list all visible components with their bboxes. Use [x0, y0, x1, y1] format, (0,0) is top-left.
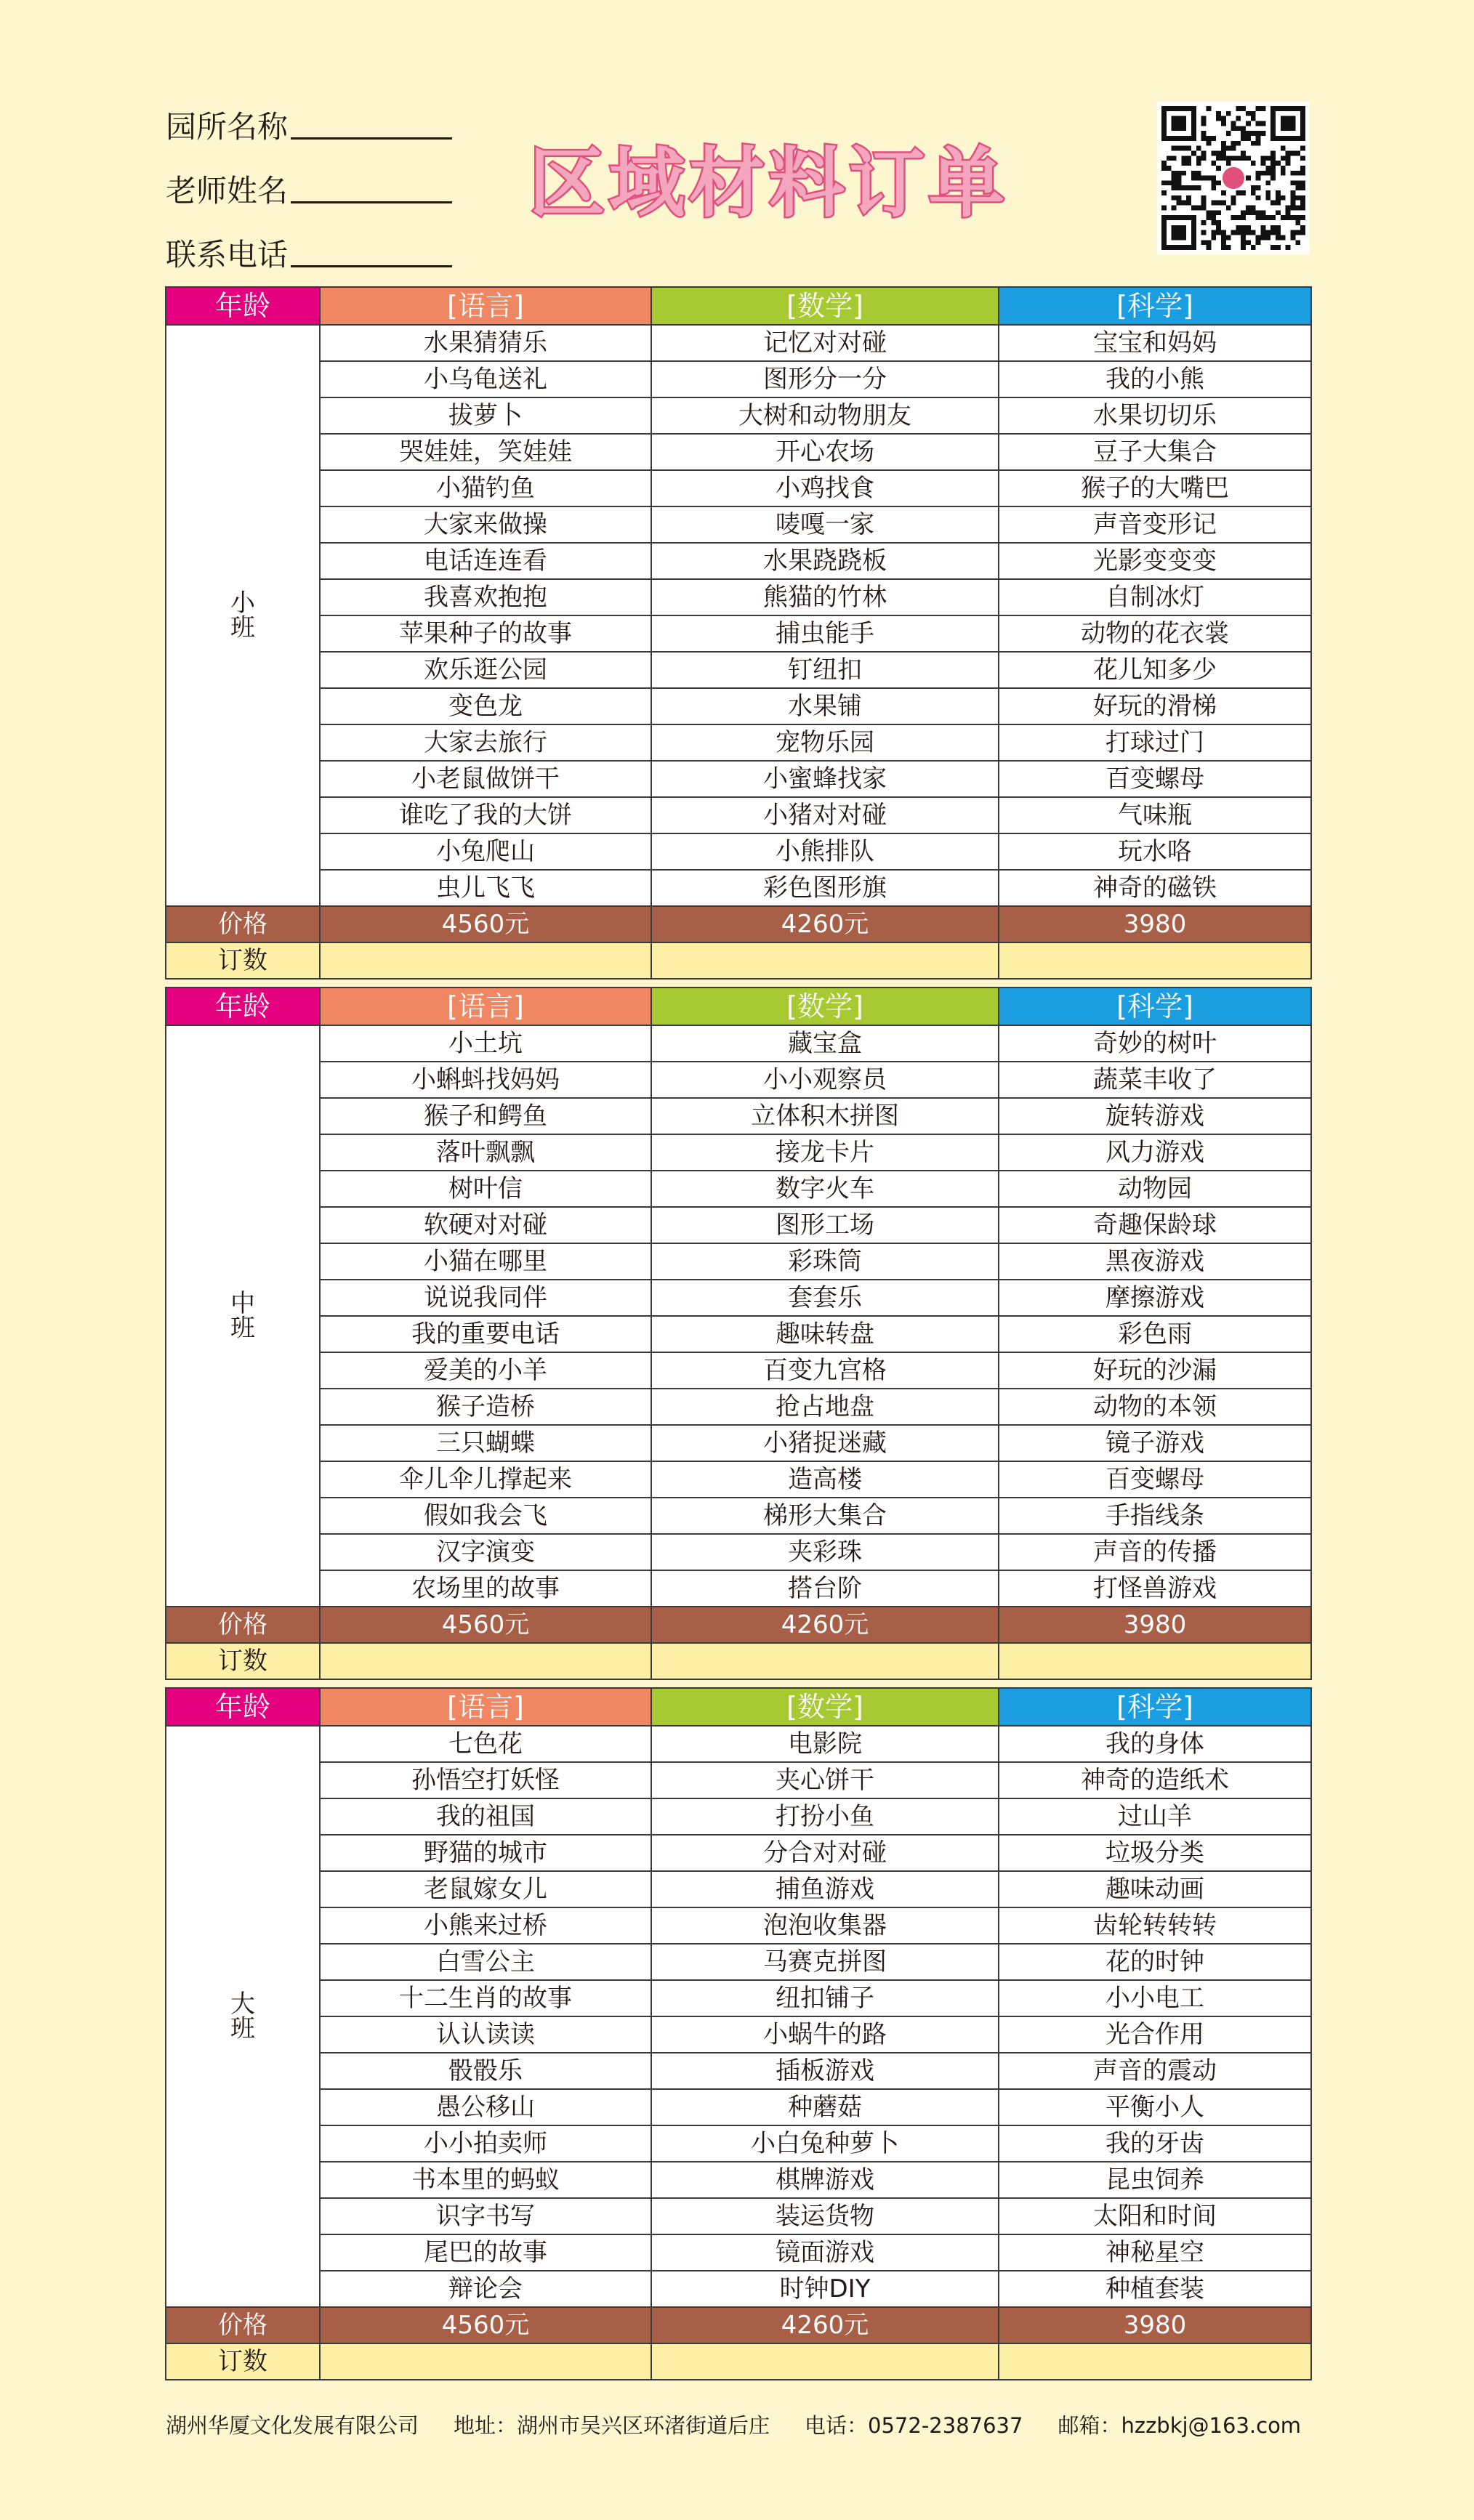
table-row — [166, 1134, 1311, 1171]
math-item: 捕鱼游戏 — [651, 1871, 999, 1907]
language-header: [语言] — [320, 1688, 651, 1726]
science-item: 光影变变变 — [999, 543, 1311, 579]
math-header: [数学] — [651, 1688, 999, 1726]
math-item: 小小观察员 — [651, 1062, 999, 1098]
page-title: 区域材料订单 — [529, 139, 1010, 227]
table-row — [166, 652, 1311, 688]
table-row — [166, 579, 1311, 615]
language-item: 落叶飘飘 — [320, 1134, 651, 1171]
table-row — [166, 1389, 1311, 1425]
math-item: 打扮小鱼 — [651, 1798, 999, 1835]
math-item: 小蜜蜂找家 — [651, 761, 999, 797]
language-item: 骰骰乐 — [320, 2053, 651, 2089]
price-label: 价格 — [166, 2307, 320, 2343]
table-row — [166, 361, 1311, 397]
language-order-input[interactable] — [320, 942, 651, 979]
header-row — [166, 1688, 1311, 1726]
table-row — [166, 1798, 1311, 1835]
language-price: 4560元 — [320, 2307, 651, 2343]
footer-email: 邮箱：hzzbkj@163.com — [1058, 2413, 1302, 2438]
section-large-class — [165, 1687, 1310, 2380]
order-table-large — [165, 1687, 1312, 2380]
table-row — [166, 688, 1311, 724]
table-row — [166, 2162, 1311, 2198]
math-item: 镜面游戏 — [651, 2234, 999, 2271]
teacher-name-line[interactable] — [291, 175, 452, 203]
science-item: 光合作用 — [999, 2016, 1311, 2053]
math-order-input[interactable] — [651, 942, 999, 979]
language-item: 软硬对对碰 — [320, 1207, 651, 1243]
science-item: 风力游戏 — [999, 1134, 1311, 1171]
math-header: [数学] — [651, 287, 999, 325]
price-row — [166, 1607, 1311, 1643]
math-item: 纽扣铺子 — [651, 1980, 999, 2016]
table-row — [166, 434, 1311, 470]
language-item: 三只蝴蝶 — [320, 1425, 651, 1461]
table-row — [166, 2271, 1311, 2307]
math-item: 百变九宫格 — [651, 1352, 999, 1389]
math-item: 接龙卡片 — [651, 1134, 999, 1171]
math-item: 数字火车 — [651, 1171, 999, 1207]
science-item: 我的小熊 — [999, 361, 1311, 397]
table-row — [166, 1570, 1311, 1607]
science-item: 神奇的造纸术 — [999, 1762, 1311, 1798]
table-row — [166, 1243, 1311, 1280]
math-item: 水果铺 — [651, 688, 999, 724]
language-item: 书本里的蚂蚁 — [320, 2162, 651, 2198]
math-item: 马赛克拼图 — [651, 1944, 999, 1980]
math-item: 造高楼 — [651, 1461, 999, 1498]
language-item: 伞儿伞儿撑起来 — [320, 1461, 651, 1498]
science-item: 奇妙的树叶 — [999, 1025, 1311, 1062]
science-item: 好玩的滑梯 — [999, 688, 1311, 724]
science-item: 旋转游戏 — [999, 1098, 1311, 1134]
science-item: 我的牙齿 — [999, 2125, 1311, 2162]
language-item: 小熊来过桥 — [320, 1907, 651, 1944]
language-item: 识字书写 — [320, 2198, 651, 2234]
qr-code-icon — [1157, 102, 1310, 254]
science-item: 百变螺母 — [999, 1461, 1311, 1498]
footer-phone: 电话：0572-2387637 — [805, 2413, 1023, 2438]
science-item: 趣味动画 — [999, 1871, 1311, 1907]
order-table-middle — [165, 987, 1312, 1680]
science-header: [科学] — [999, 287, 1311, 325]
kindergarten-name-line[interactable] — [291, 111, 452, 140]
math-item: 夹心饼干 — [651, 1762, 999, 1798]
language-price: 4560元 — [320, 1607, 651, 1643]
science-item: 神奇的磁铁 — [999, 870, 1311, 906]
science-item: 玩水咯 — [999, 833, 1311, 870]
math-item: 彩珠筒 — [651, 1243, 999, 1280]
math-item: 趣味转盘 — [651, 1316, 999, 1352]
science-item: 花的时钟 — [999, 1944, 1311, 1980]
language-item: 哭娃娃，笑娃娃 — [320, 434, 651, 470]
math-item: 开心农场 — [651, 434, 999, 470]
table-row — [166, 1980, 1311, 2016]
science-item: 黑夜游戏 — [999, 1243, 1311, 1280]
language-item: 假如我会飞 — [320, 1498, 651, 1534]
science-item: 过山羊 — [999, 1798, 1311, 1835]
class-name-char: 班 — [230, 2014, 255, 2043]
class-name-cell — [166, 1025, 320, 1607]
science-item: 好玩的沙漏 — [999, 1352, 1311, 1389]
language-item: 小兔爬山 — [320, 833, 651, 870]
math-item: 小蜗牛的路 — [651, 2016, 999, 2053]
table-row — [166, 1498, 1311, 1534]
language-item: 小猫在哪里 — [320, 1243, 651, 1280]
age-header: 年龄 — [166, 1688, 320, 1726]
language-item: 大家去旅行 — [320, 724, 651, 761]
science-order-input[interactable] — [999, 2343, 1311, 2380]
language-item: 拔萝卜 — [320, 397, 651, 434]
table-row — [166, 833, 1311, 870]
language-item: 说说我同伴 — [320, 1280, 651, 1316]
class-name-char: 中 — [230, 1289, 255, 1318]
age-header: 年龄 — [166, 287, 320, 325]
science-price: 3980 — [999, 906, 1311, 942]
price-label: 价格 — [166, 906, 320, 942]
math-item: 图形工场 — [651, 1207, 999, 1243]
language-item: 十二生肖的故事 — [320, 1980, 651, 2016]
science-item: 动物园 — [999, 1171, 1311, 1207]
order-label: 订数 — [166, 1643, 320, 1679]
science-item: 神秘星空 — [999, 2234, 1311, 2271]
language-item: 野猫的城市 — [320, 1835, 651, 1871]
language-item: 汉字演变 — [320, 1534, 651, 1570]
footer-address: 地址：湖州市吴兴区环渚街道后庄 — [454, 2413, 770, 2438]
language-item: 树叶信 — [320, 1171, 651, 1207]
science-item: 豆子大集合 — [999, 434, 1311, 470]
science-item: 动物的花衣裳 — [999, 615, 1311, 652]
table-row — [166, 1280, 1311, 1316]
math-item: 熊猫的竹林 — [651, 579, 999, 615]
table-row — [166, 761, 1311, 797]
table-row — [166, 2053, 1311, 2089]
teacher-name-label: 老师姓名 — [166, 173, 289, 209]
science-header: [科学] — [999, 1688, 1311, 1726]
contact-phone-field[interactable] — [166, 221, 452, 285]
math-item: 插板游戏 — [651, 2053, 999, 2089]
language-item: 尾巴的故事 — [320, 2234, 651, 2271]
science-item: 声音的传播 — [999, 1534, 1311, 1570]
science-item: 太阳和时间 — [999, 2198, 1311, 2234]
table-row — [166, 470, 1311, 506]
language-item: 爱美的小羊 — [320, 1352, 651, 1389]
age-header: 年龄 — [166, 988, 320, 1025]
math-price: 4260元 — [651, 2307, 999, 2343]
language-item: 水果猜猜乐 — [320, 325, 651, 361]
science-item: 平衡小人 — [999, 2089, 1311, 2125]
language-item: 小乌龟送礼 — [320, 361, 651, 397]
language-item: 辩论会 — [320, 2271, 651, 2307]
science-item: 镜子游戏 — [999, 1425, 1311, 1461]
class-name-cell — [166, 1726, 320, 2307]
table-row — [166, 1835, 1311, 1871]
table-row — [166, 797, 1311, 833]
math-item: 泡泡收集器 — [651, 1907, 999, 1944]
table-row — [166, 1762, 1311, 1798]
contact-phone-line[interactable] — [291, 239, 452, 267]
language-item: 小老鼠做饼干 — [320, 761, 651, 797]
kindergarten-name-label: 园所名称 — [166, 109, 289, 145]
science-item: 蔬菜丰收了 — [999, 1062, 1311, 1098]
section-middle-class — [165, 987, 1310, 1680]
language-item: 电话连连看 — [320, 543, 651, 579]
table-row — [166, 1907, 1311, 1944]
language-item: 欢乐逛公园 — [320, 652, 651, 688]
table-row — [166, 1871, 1311, 1907]
science-price: 3980 — [999, 1607, 1311, 1643]
science-item: 动物的本领 — [999, 1389, 1311, 1425]
science-item: 摩擦游戏 — [999, 1280, 1311, 1316]
order-row — [166, 942, 1311, 979]
science-order-input[interactable] — [999, 942, 1311, 979]
language-item: 猴子和鳄鱼 — [320, 1098, 651, 1134]
math-item: 彩色图形旗 — [651, 870, 999, 906]
class-name-char: 大 — [230, 1990, 255, 2019]
science-item: 手指线条 — [999, 1498, 1311, 1534]
table-row — [166, 1207, 1311, 1243]
science-item: 打球过门 — [999, 724, 1311, 761]
table-row — [166, 1461, 1311, 1498]
math-item: 记忆对对碰 — [651, 325, 999, 361]
table-row — [166, 1171, 1311, 1207]
science-item: 花儿知多少 — [999, 652, 1311, 688]
order-label: 订数 — [166, 2343, 320, 2380]
math-item: 夹彩珠 — [651, 1534, 999, 1570]
math-item: 棋牌游戏 — [651, 2162, 999, 2198]
language-item: 苹果种子的故事 — [320, 615, 651, 652]
math-item: 唛嘎一家 — [651, 506, 999, 543]
price-row — [166, 906, 1311, 942]
science-item: 声音变形记 — [999, 506, 1311, 543]
language-item: 白雪公主 — [320, 1944, 651, 1980]
math-item: 电影院 — [651, 1726, 999, 1762]
table-row — [166, 1025, 1311, 1062]
math-order-input[interactable] — [651, 2343, 999, 2380]
table-row — [166, 1316, 1311, 1352]
math-item: 套套乐 — [651, 1280, 999, 1316]
table-row — [166, 1352, 1311, 1389]
language-item: 孙悟空打妖怪 — [320, 1762, 651, 1798]
language-order-input[interactable] — [320, 2343, 651, 2380]
math-item: 小猪捉迷藏 — [651, 1425, 999, 1461]
language-item: 农场里的故事 — [320, 1570, 651, 1607]
science-item: 垃圾分类 — [999, 1835, 1311, 1871]
language-item: 七色花 — [320, 1726, 651, 1762]
table-row — [166, 2198, 1311, 2234]
order-label: 订数 — [166, 942, 320, 979]
language-item: 小小拍卖师 — [320, 2125, 651, 2162]
math-item: 藏宝盒 — [651, 1025, 999, 1062]
science-item: 水果切切乐 — [999, 397, 1311, 434]
language-item: 小猫钓鱼 — [320, 470, 651, 506]
math-item: 小熊排队 — [651, 833, 999, 870]
table-row — [166, 870, 1311, 906]
table-row — [166, 543, 1311, 579]
language-item: 我喜欢抱抱 — [320, 579, 651, 615]
section-small-class — [165, 286, 1310, 980]
order-row — [166, 1643, 1311, 1679]
science-item: 我的身体 — [999, 1726, 1311, 1762]
class-name-cell — [166, 325, 320, 906]
math-item: 时钟DIY — [651, 2271, 999, 2307]
math-item: 立体积木拼图 — [651, 1098, 999, 1134]
math-item: 图形分一分 — [651, 361, 999, 397]
footer — [166, 2410, 1311, 2439]
science-order-input[interactable] — [999, 1643, 1311, 1679]
science-item: 猴子的大嘴巴 — [999, 470, 1311, 506]
math-item: 抢占地盘 — [651, 1389, 999, 1425]
price-label: 价格 — [166, 1607, 320, 1643]
science-item: 齿轮转转转 — [999, 1907, 1311, 1944]
science-item: 百变螺母 — [999, 761, 1311, 797]
math-item: 小鸡找食 — [651, 470, 999, 506]
table-row — [166, 1534, 1311, 1570]
header-row — [166, 988, 1311, 1025]
header-row — [166, 287, 1311, 325]
language-item: 猴子造桥 — [320, 1389, 651, 1425]
language-item: 老鼠嫁女儿 — [320, 1871, 651, 1907]
language-item: 小土坑 — [320, 1025, 651, 1062]
contact-phone-label: 联系电话 — [166, 237, 289, 272]
table-row — [166, 2089, 1311, 2125]
table-row — [166, 2234, 1311, 2271]
math-item: 宠物乐园 — [651, 724, 999, 761]
order-row — [166, 2343, 1311, 2380]
science-item: 彩色雨 — [999, 1316, 1311, 1352]
math-item: 小白兔种萝卜 — [651, 2125, 999, 2162]
language-item: 变色龙 — [320, 688, 651, 724]
language-item: 大家来做操 — [320, 506, 651, 543]
table-row — [166, 1944, 1311, 1980]
math-header: [数学] — [651, 988, 999, 1025]
table-row — [166, 615, 1311, 652]
math-price: 4260元 — [651, 906, 999, 942]
science-item: 种植套装 — [999, 2271, 1311, 2307]
price-row — [166, 2307, 1311, 2343]
science-item: 宝宝和妈妈 — [999, 325, 1311, 361]
table-row — [166, 1425, 1311, 1461]
language-item: 谁吃了我的大饼 — [320, 797, 651, 833]
table-row — [166, 2125, 1311, 2162]
math-item: 捕虫能手 — [651, 615, 999, 652]
language-item: 我的重要电话 — [320, 1316, 651, 1352]
math-item: 大树和动物朋友 — [651, 397, 999, 434]
science-item: 小小电工 — [999, 1980, 1311, 2016]
math-item: 搭台阶 — [651, 1570, 999, 1607]
table-row — [166, 1726, 1311, 1762]
science-item: 打怪兽游戏 — [999, 1570, 1311, 1607]
science-header: [科学] — [999, 988, 1311, 1025]
order-table-small — [165, 286, 1312, 980]
language-item: 我的祖国 — [320, 1798, 651, 1835]
class-name-char: 班 — [230, 613, 255, 642]
math-item: 钉纽扣 — [651, 652, 999, 688]
kindergarten-name-field[interactable] — [166, 93, 452, 157]
teacher-name-field[interactable] — [166, 157, 452, 221]
science-price: 3980 — [999, 2307, 1311, 2343]
science-item: 自制冰灯 — [999, 579, 1311, 615]
footer-company: 湖州华厦文化发展有限公司 — [166, 2413, 419, 2438]
table-row — [166, 2016, 1311, 2053]
math-item: 装运货物 — [651, 2198, 999, 2234]
language-item: 认认读读 — [320, 2016, 651, 2053]
language-order-input[interactable] — [320, 1643, 651, 1679]
science-item: 奇趣保龄球 — [999, 1207, 1311, 1243]
language-price: 4560元 — [320, 906, 651, 942]
table-row — [166, 724, 1311, 761]
language-item: 小蝌蚪找妈妈 — [320, 1062, 651, 1098]
math-item: 小猪对对碰 — [651, 797, 999, 833]
class-name-char: 班 — [230, 1314, 255, 1343]
table-row — [166, 506, 1311, 543]
language-item: 愚公移山 — [320, 2089, 651, 2125]
form-fields — [166, 93, 452, 285]
table-row — [166, 1098, 1311, 1134]
math-item: 梯形大集合 — [651, 1498, 999, 1534]
language-header: [语言] — [320, 287, 651, 325]
language-item: 虫儿飞飞 — [320, 870, 651, 906]
science-item: 昆虫饲养 — [999, 2162, 1311, 2198]
math-order-input[interactable] — [651, 1643, 999, 1679]
table-row — [166, 325, 1311, 361]
class-name-char: 小 — [230, 589, 255, 618]
science-item: 声音的震动 — [999, 2053, 1311, 2089]
language-header: [语言] — [320, 988, 651, 1025]
math-price: 4260元 — [651, 1607, 999, 1643]
table-row — [166, 397, 1311, 434]
math-item: 种蘑菇 — [651, 2089, 999, 2125]
math-item: 水果跷跷板 — [651, 543, 999, 579]
science-item: 气味瓶 — [999, 797, 1311, 833]
table-row — [166, 1062, 1311, 1098]
math-item: 分合对对碰 — [651, 1835, 999, 1871]
